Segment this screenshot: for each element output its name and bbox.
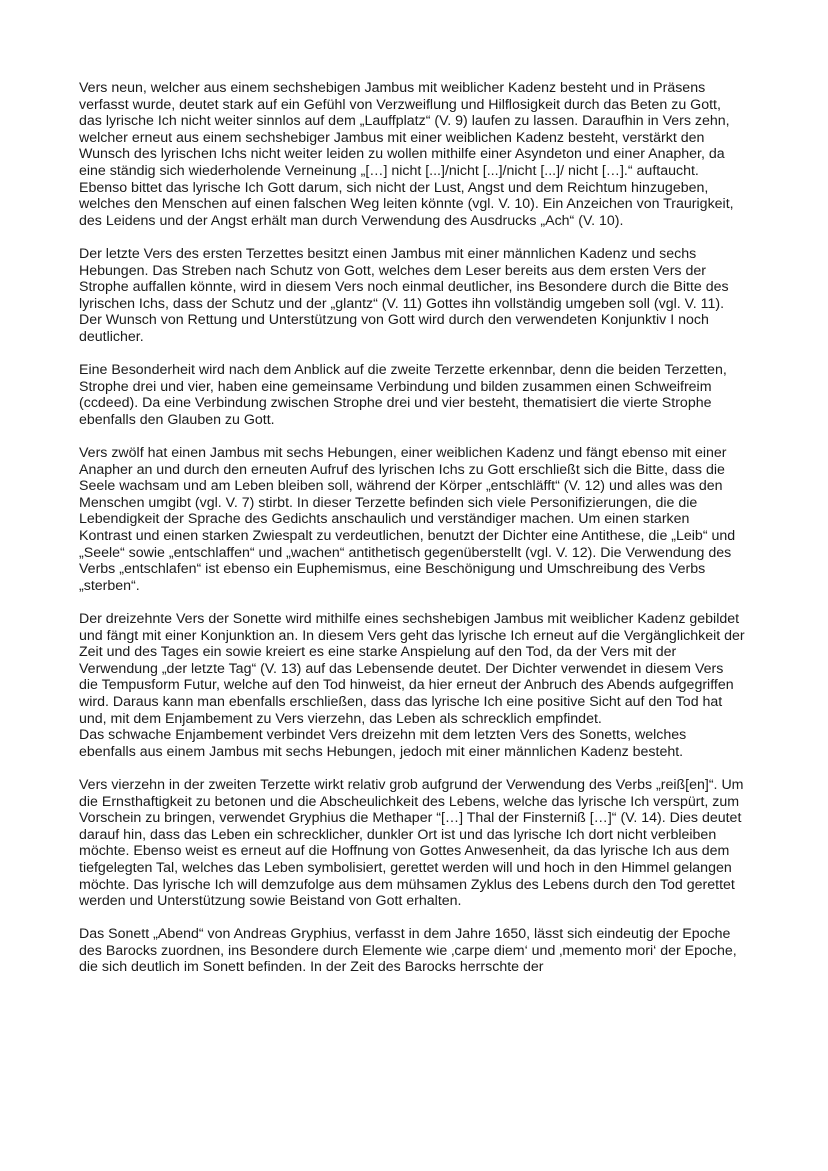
paragraph-vers-dreizehn: Der dreizehnte Vers der Sonette wird mithilfe eines sechshebigen Jambus mit weiblicher Kadenz gebildet und fängt mit einer Konjunktion an. In diesem Vers geht das lyrische Ich erneut auf die Vergänglichkeit der Zeit und des Tages ein sowie kreiert es eine starke Anspielung auf den Tod, da der Vers mit der Verwendung „der letzte Tag“ (V. 13) auf das Lebensende deutet. Der Dichter verwendet in diesem Vers die Tempusform Futur, welche auf den Tod hinweist, da hier erneut der Anbruch des Abends aufgegriffen wird. Daraus kann man ebenfalls erschließen, dass das lyrische Ich eine positive Sicht auf den Tod hat und, mit dem Enjambement zu Vers vierzehn, das Leben als schrecklich empfindet. [79, 611, 745, 727]
paragraph-vers-neun: Vers neun, welcher aus einem sechshebigen Jambus mit weiblicher Kadenz besteht und in Präsens verfasst wurde, deutet stark auf ein Gefühl von Verzweiflung und Hilflosigkeit durch das Beten zu Gott, das lyrische Ich nicht weiter sinnlos auf dem „Lauffplatz“ (V. 9) laufen zu lassen. Daraufhin in Vers zehn, welcher erneut aus einem sechshebiger Jambus mit einer weiblichen Kadenz besteht, verstärkt den Wunsch des lyrischen Ichs nicht weiter leiden zu wollen mithilfe einer Asyndeton und einer Anapher, da eine ständig sich wiederholende Verneinung „[…] nicht [...]/nicht [...]/nicht [...]/ nicht […].“ auftaucht. Ebenso bittet das lyrische Ich Gott darum, sich nicht der Lust, Angst und dem Reichtum hinzugeben, welches den Menschen auf einen falschen Weg leiten könnte (vgl. V. 10). Ein Anzeichen von Traurigkeit, des Leidens und der Angst erhält man durch Verwendung des Ausdrucks „Ach“ (V. 10). [79, 80, 734, 229]
paragraph-vers-zwoelf: Vers zwölf hat einen Jambus mit sechs Hebungen, einer weiblichen Kadenz und fängt ebenso mit einer Anapher an und durch den erneuten Aufruf des lyrischen Ichs zu Gott erschließt sich die Bitte, dass die Seele wachsam und am Leben bleiben soll, während der Körper „entschläfft“ (V. 12) und alles was den Menschen umgibt (vgl. V. 7) stirbt. In dieser Terzette befinden sich viele Personifizierungen, die die Lebendigkeit der Sprache des Gedichts anschaulich und verständiger machen. Um einen starken Kontrast und einen starken Zwiespalt zu verdeutlichen, benutzt der Dichter eine Antithese, die „Leib“ und „Seele“ sowie „entschlaffen“ und „wachen“ antithetisch gegenüberstellt (vgl. V. 12). Die Verwendung des Verbs „entschlafen“ ist ebenso ein Euphemismus, eine Beschönigung und Umschreibung des Verbs „sterben“. [79, 445, 736, 594]
paragraph-epoche-barock: Das Sonett „Abend“ von Andreas Gryphius, verfasst in dem Jahre 1650, lässt sich eindeutig der Epoche des Barocks zuordnen, ins Besondere durch Elemente wie ‚carpe diem‘ und ‚memento mori‘ der Epoche, die sich deutlich im Sonett befinden. In der Zeit des Barocks herrschte der [79, 926, 737, 976]
paragraph-vers-vierzehn: Vers vierzehn in der zweiten Terzette wirkt relativ grob aufgrund der Verwendung des Verbs „reiß[en]“. Um die Ernsthaftigkeit zu betonen und die Abscheulichkeit des Lebens, welche das lyrische Ich verspürt, zum Vorschein zu bringen, verwendet Gryphius die Methaper “[…] Thal der Finsterniß […]“ (V. 14). Dies deutet darauf hin, dass das Leben ein schrecklicher, dunkler Ort ist und das lyrische Ich dort nicht verbleiben möchte. Ebenso weist es erneut auf die Hoffnung von Gottes Anwesenheit, da das lyrische Ich aus dem tiefgelegten Tal, welches das Leben symbolisiert, gerettet werden will und hoch in den Himmel gelangen möchte. Das lyrische Ich will demzufolge aus dem mühsamen Zyklus des Lebens durch den Tod gerettet werden und Unterstützung sowie Beistand von Gott erhalten. [79, 776, 744, 910]
document-page [79, 80, 745, 993]
paragraph-enjambement: Das schwache Enjambement verbindet Vers dreizehn mit dem letzten Vers des Sonetts, welches ebenfalls aus einem Jambus mit sechs Hebungen, jedoch mit einer männlichen Kadenz besteht. [79, 727, 687, 760]
paragraph-zweite-terzette: Eine Besonderheit wird nach dem Anblick auf die zweite Terzette erkennbar, denn die beiden Terzetten, Strophe drei und vier, haben eine gemeinsame Verbindung und bilden zusammen einen Schweifreim (ccdeed). Da eine Verbindung zwischen Strophe drei und vier besteht, thematisiert die vierte Strophe ebenfalls den Glauben zu Gott. [79, 362, 727, 428]
paragraph-erstes-terzett: Der letzte Vers des ersten Terzettes besitzt einen Jambus mit einer männlichen Kadenz und sechs Hebungen. Das Streben nach Schutz von Gott, welches dem Leser bereits aus dem ersten Vers der Strophe auffallen könnte, wird in diesem Vers noch einmal deutlicher, ins Besondere durch die Bitte des lyrischen Ichs, dass der Schutz und der „glantz“ (V. 11) Gottes ihn vollständig umgeben soll (vgl. V. 11). Der Wunsch von Rettung und Unterstützung von Gott wird durch den verwendeten Konjunktiv I noch deutlicher. [79, 245, 729, 345]
